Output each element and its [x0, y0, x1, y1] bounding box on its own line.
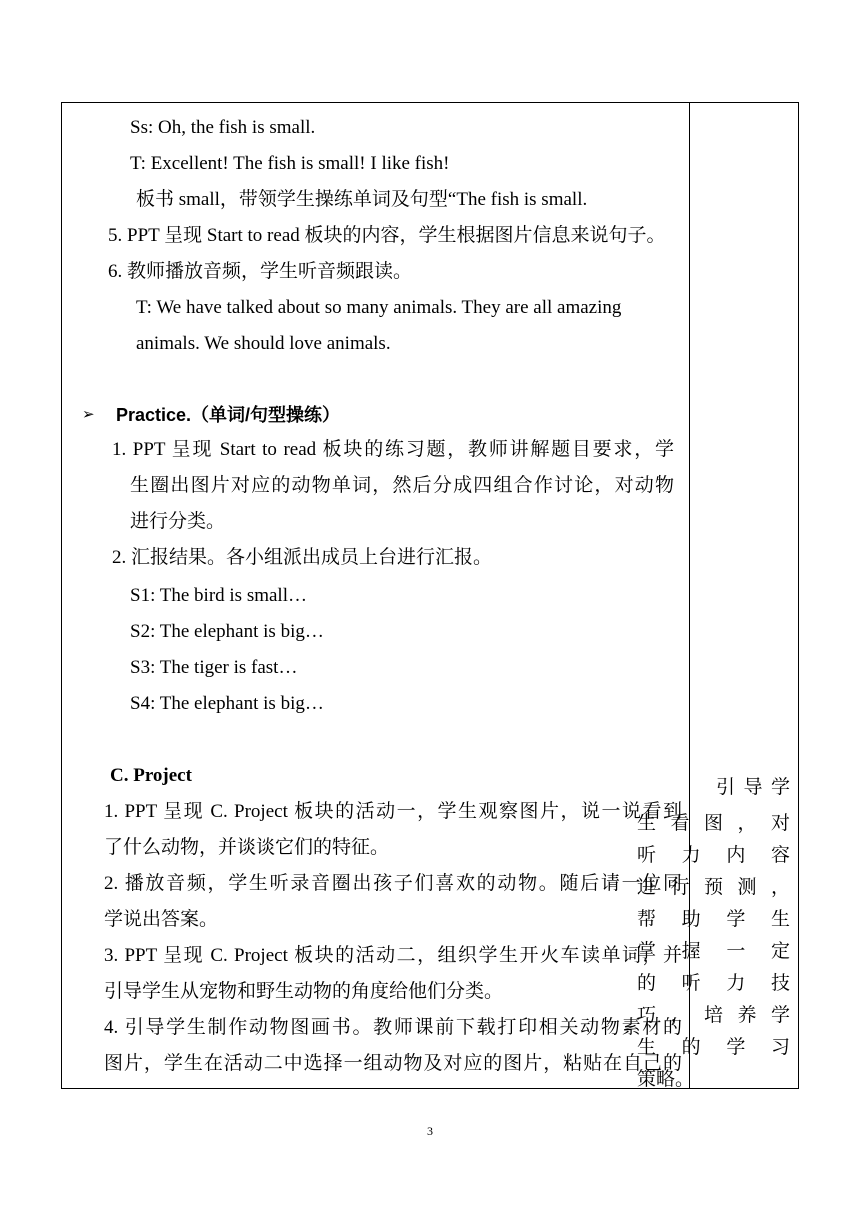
- dialogue-line: S4: The elephant is big…: [130, 693, 324, 714]
- side-note-line: 生看图，对: [637, 813, 790, 834]
- side-note-line: 策略。: [637, 1069, 695, 1090]
- intro-line: animals. We should love animals.: [136, 333, 391, 354]
- practice-item-1-cont: 生圈出图片对应的动物单词，然后分成四组合作讨论，对动物: [130, 475, 674, 496]
- practice-item-1-cont: 进行分类。: [130, 511, 226, 532]
- side-note-line: 掌 握 一 定: [637, 941, 790, 962]
- project-heading: C. Project: [110, 765, 192, 786]
- intro-step-6: 6. 教师播放音频，学生听音频跟读。: [108, 261, 413, 282]
- side-note-line: 引 导 学: [716, 777, 790, 798]
- dialogue-line: S2: The elephant is big…: [130, 621, 324, 642]
- intro-line: T: Excellent! The fish is small! I like fish!: [130, 153, 450, 174]
- project-line: 学说出答案。: [104, 909, 219, 930]
- side-note-line: 巧，培养学: [637, 1005, 790, 1026]
- practice-item-2: 2. 汇报结果。各小组派出成员上台进行汇报。: [112, 547, 493, 568]
- project-line: 4. 引导学生制作动物图画书。教师课前下载打印相关动物素材的: [104, 1017, 682, 1038]
- dialogue-line: S3: The tiger is fast…: [130, 657, 298, 678]
- side-note-line: 生 的 学 习: [637, 1037, 790, 1058]
- intro-line: 板书 small，带领学生操练单词及句型“The fish is small.: [136, 189, 588, 210]
- project-line: 2. 播放音频，学生听录音圈出孩子们喜欢的动物。随后请一位同: [104, 873, 682, 894]
- project-line: 1. PPT 呈现 C. Project 板块的活动一，学生观察图片，说一说看到: [104, 801, 682, 822]
- side-note-line: 听 力 内 容: [637, 845, 790, 866]
- intro-line: Ss: Oh, the fish is small.: [130, 117, 316, 138]
- side-note-line: 的 听 力 技: [637, 973, 790, 994]
- dialogue-line: S1: The bird is small…: [130, 585, 307, 606]
- side-note-line: 帮 助 学 生: [637, 909, 790, 930]
- intro-step-5: 5. PPT 呈现 Start to read 板块的内容，学生根据图片信息来说句子。: [108, 225, 666, 246]
- side-note-line: 进行预测，: [637, 877, 790, 898]
- project-line: 图片，学生在活动二中选择一组动物及对应的图片，粘贴在自己的: [104, 1053, 682, 1074]
- project-line: 3. PPT 呈现 C. Project 板块的活动二，组织学生开火车读单词，并: [104, 945, 682, 966]
- project-line: 了什么动物，并谈谈它们的特征。: [104, 837, 390, 858]
- practice-heading: Practice.（单词/句型操练）: [116, 405, 341, 425]
- project-line: 引导学生从宠物和野生动物的角度给他们分类。: [104, 981, 504, 1002]
- practice-item-1: 1. PPT 呈现 Start to read 板块的练习题，教师讲解题目要求，学: [112, 439, 674, 460]
- page-number: 3: [427, 1124, 433, 1138]
- intro-line: T: We have talked about so many animals. They are all amazing: [136, 297, 622, 318]
- bullet-arrow-icon: ➢: [82, 405, 95, 423]
